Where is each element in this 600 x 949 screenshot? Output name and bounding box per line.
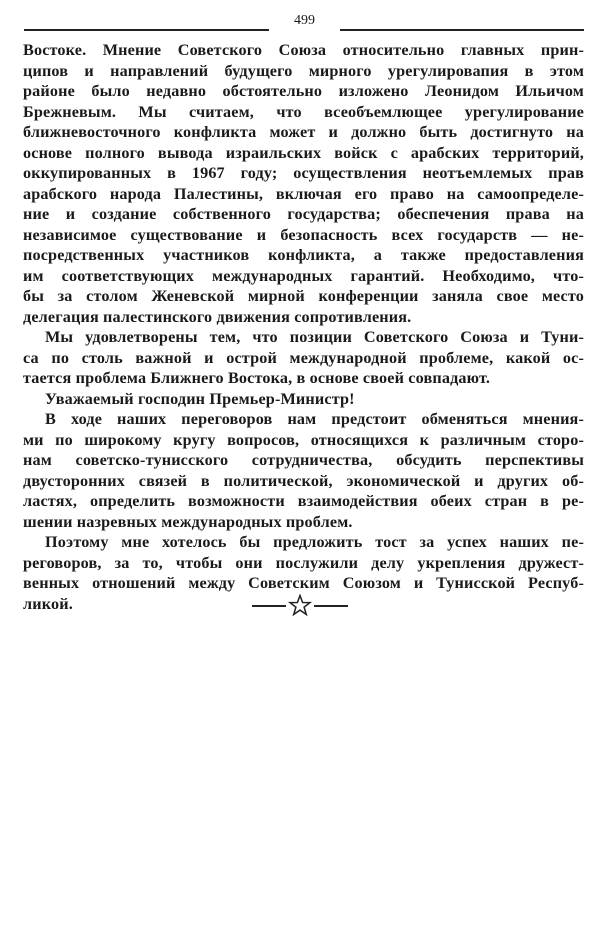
separator-dash-left [252,605,286,607]
text-line: ликой. [23,594,73,613]
text-line: В ходе наших переговоров нам предстоит обменяться мнения- [45,410,584,428]
page-header [24,10,584,30]
header-rule-left [24,29,269,31]
text-line: Поэтому мне хотелось бы предложить тост за успех наших пе- [45,533,584,551]
paragraph [23,389,584,410]
text-line: районе было недавно обстоятельно изложено Леонидом Ильичом [23,82,584,100]
text-line: ми по широкому кругу вопросов, относящихся к различным сторо- [23,430,584,449]
text-line: шении назревных международных проблем. [23,512,353,531]
text-line: посредственных участников конфликта, а также предоставления [23,246,584,264]
text-line: двусторонних связей в политической, экономической и других об- [23,471,584,490]
text-line: Брежневым. Мы считаем, что всеобъемлющее урегулирование [23,102,584,121]
text-line: основе полного вывода израильских войск с арабских территорий, [23,143,584,162]
text-line: оккупированных в 1967 году; осуществления неотъемлемых прав [23,164,584,182]
text-line: Мы удовлетворены тем, что позиции Советского Союза и Туни- [45,328,584,346]
separator-dash-right [314,605,348,607]
text-line: Уважаемый господин Премьер-Министр! [45,389,355,408]
text-line: арабского народа Палестины, включая его право на самоопределе- [23,184,584,203]
text-line: реговоров, за то, чтобы они послужили делу укрепления дружест- [23,553,584,572]
text-line: ближневосточного конфликта может и должно быть достигнуто на [23,123,584,141]
text-line: тается проблема Ближнего Востока, в основе своей совпадают. [23,369,491,387]
page-number: 499 [294,13,315,28]
paragraph [23,40,584,327]
text-line: ластях, определить возможности взаимодействия обеих стран в ре- [23,492,584,510]
text-line: делегация палестинского движения сопротивления. [23,307,412,326]
section-separator [252,594,348,616]
star-icon [288,594,312,616]
paragraph [23,409,584,532]
text-line: нам советско-тунисского сотрудничества, обсудить перспективы [23,451,584,469]
text-line: ние и создание собственного государства; обеспечения права на [23,205,584,223]
text-line: бы за столом Женевской мирной конференции заняла свое место [23,287,584,305]
text-line: ципов и направлений будущего мирного урегулировапия в этом [23,61,584,80]
text-line: са по столь важной и острой международной проблеме, какой ос- [23,348,584,367]
paragraph [23,327,584,389]
text-line: независимое существование и безопасность всех государств — не- [23,225,584,244]
page-body-text [23,40,584,614]
header-rule-right [340,29,584,31]
text-line: им соответствующих международных гарантий. Необходимо, что- [23,266,584,285]
text-line: Востоке. Мнение Советского Союза относительно главных прин- [23,41,584,59]
text-line: венных отношений между Советским Союзом и Тунисской Респуб- [23,574,584,592]
